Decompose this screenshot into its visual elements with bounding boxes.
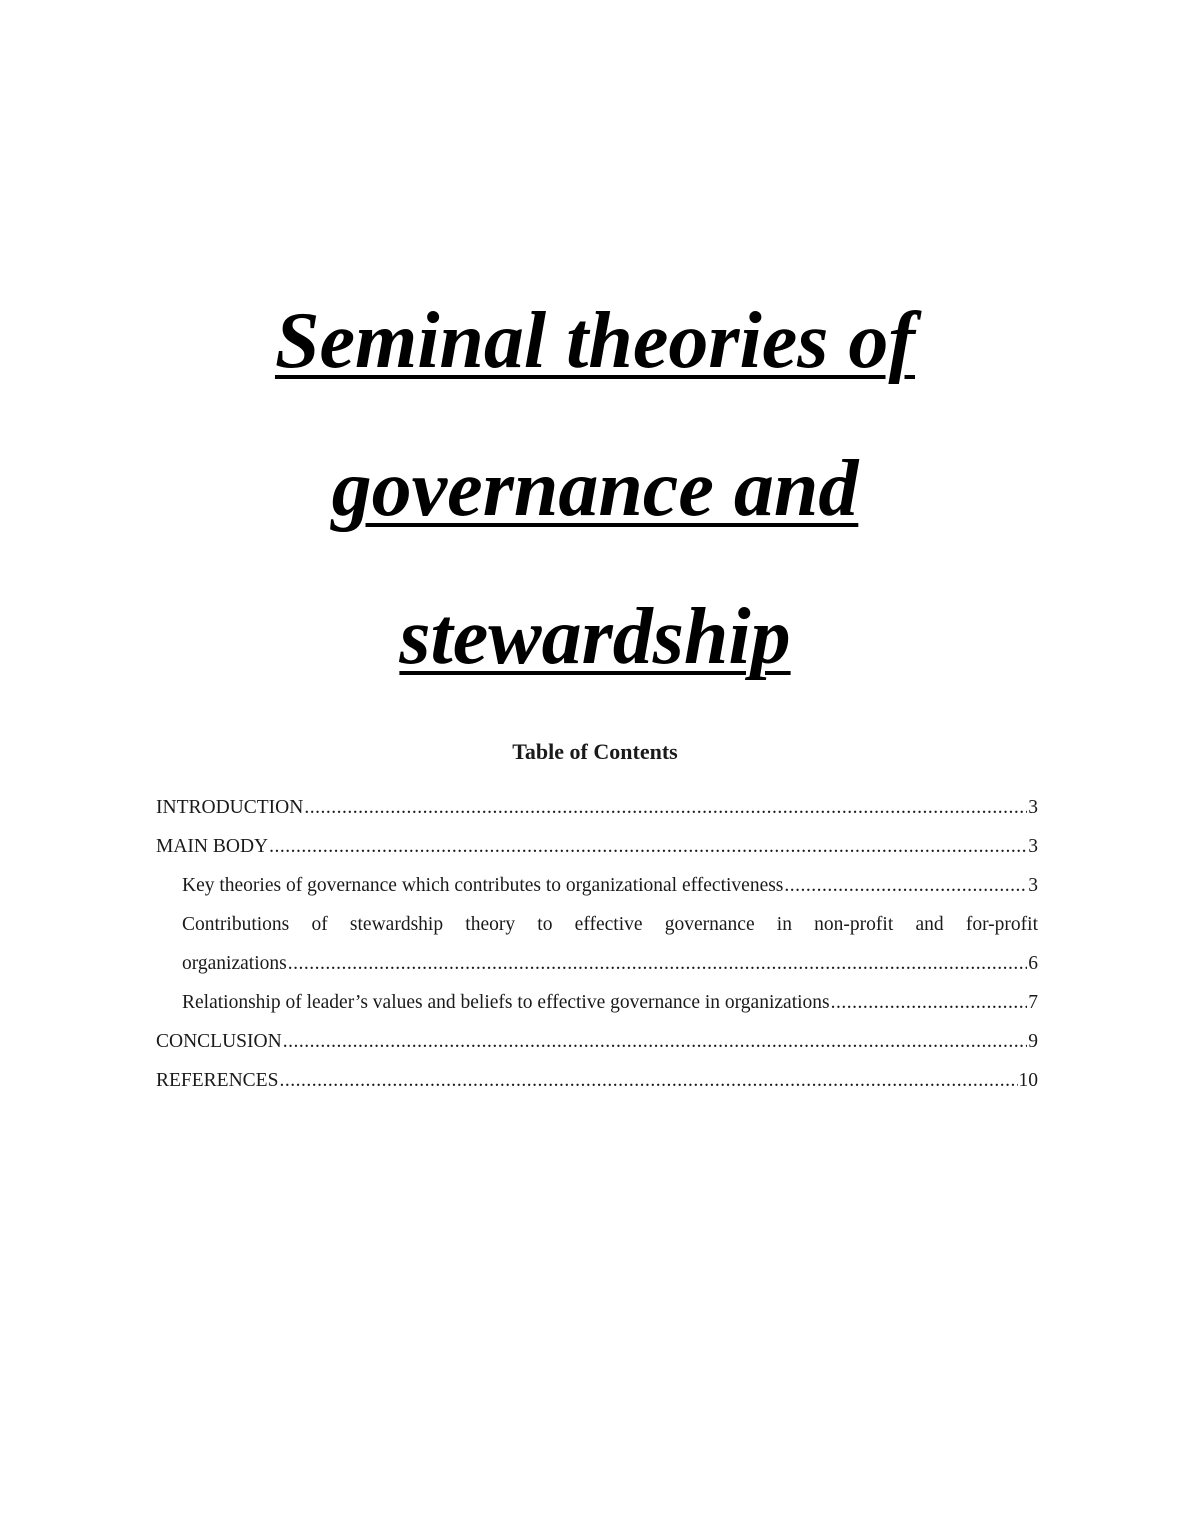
toc-dot-leader — [288, 950, 1028, 978]
toc-entry-main-body[interactable] — [156, 833, 1038, 872]
toc-entry-label-line-2: organizations — [182, 953, 287, 974]
toc-dot-leader — [283, 1028, 1028, 1056]
toc-entry-key-theories[interactable] — [156, 872, 1038, 911]
toc-entry-label-line-1: Contributions of stewardship theory to effective governance in non-profit and for-profit — [182, 914, 1038, 935]
title-line-2: governance and — [331, 445, 859, 533]
table-of-contents — [156, 794, 1038, 1106]
toc-dot-leader — [279, 1067, 1017, 1095]
toc-entry-stewardship-contributions[interactable] — [156, 911, 1038, 989]
toc-entry-references[interactable] — [156, 1067, 1038, 1106]
document-title — [0, 286, 1190, 730]
toc-page-number: 6 — [1028, 953, 1038, 974]
toc-entry-label: Key theories of governance which contributes to organizational effectiveness — [182, 875, 784, 896]
title-line-1: Seminal theories of — [274, 297, 916, 385]
toc-dot-leader — [784, 872, 1027, 900]
toc-dot-leader — [831, 989, 1028, 1017]
toc-page-number: 3 — [1028, 836, 1038, 857]
toc-page-number: 9 — [1028, 1031, 1038, 1052]
toc-entry-conclusion[interactable] — [156, 1028, 1038, 1067]
toc-dot-leader — [269, 833, 1027, 861]
toc-heading: Table of Contents — [512, 739, 678, 764]
toc-entry-leader-values[interactable] — [156, 989, 1038, 1028]
toc-page-number: 3 — [1028, 875, 1038, 896]
toc-dot-leader — [304, 794, 1027, 822]
toc-entry-label: Relationship of leader’s values and beliefs to effective governance in organizations — [182, 992, 830, 1013]
toc-entry-label: MAIN BODY — [156, 836, 269, 857]
toc-page-number: 3 — [1028, 797, 1038, 818]
toc-entry-label: INTRODUCTION — [156, 797, 304, 818]
toc-entry-introduction[interactable] — [156, 794, 1038, 833]
toc-entry-label: REFERENCES — [156, 1070, 279, 1091]
title-line-3: stewardship — [399, 593, 791, 681]
toc-page-number: 10 — [1018, 1070, 1038, 1091]
toc-entry-label: CONCLUSION — [156, 1031, 282, 1052]
toc-page-number: 7 — [1028, 992, 1038, 1013]
